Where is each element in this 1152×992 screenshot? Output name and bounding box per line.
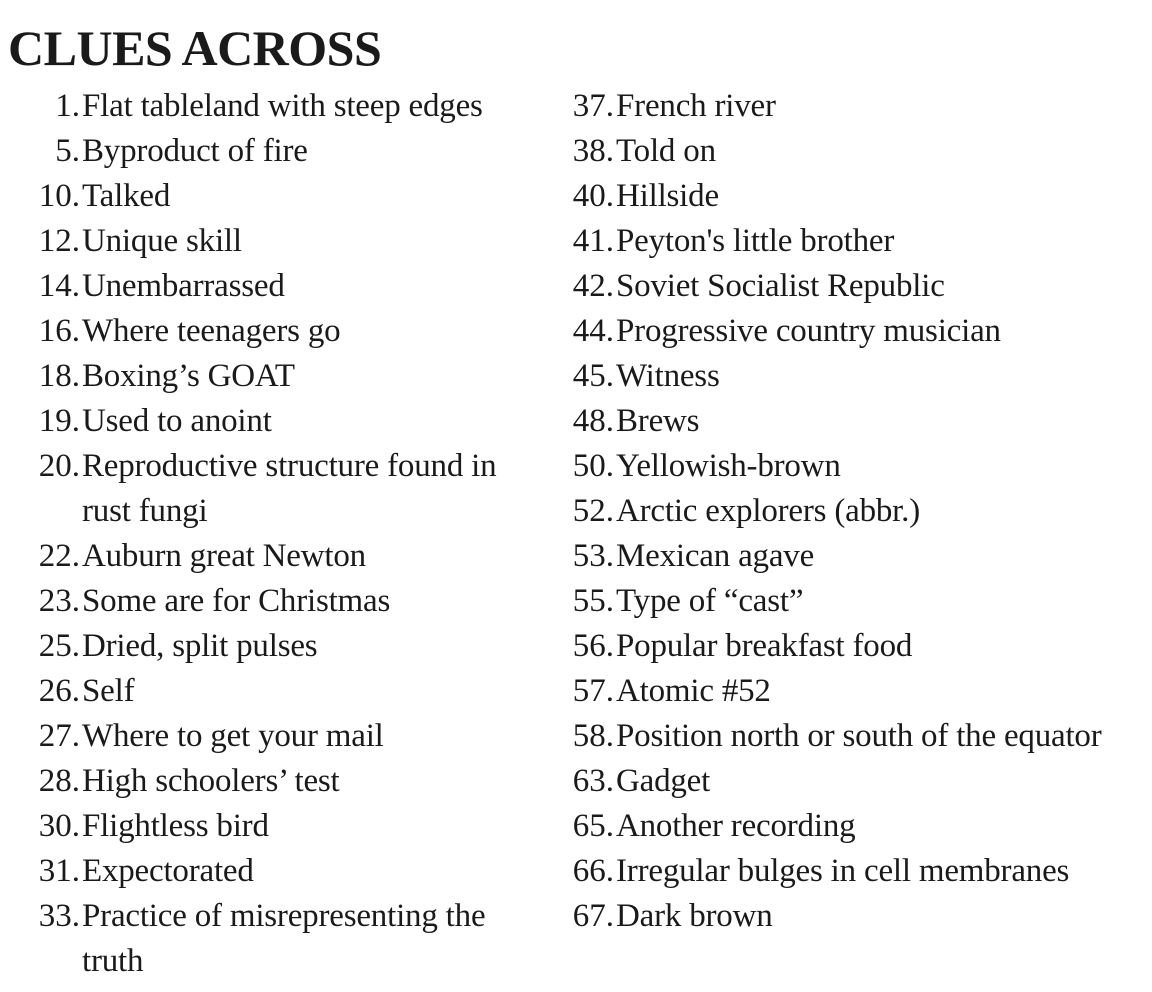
clue-number: 65.: [572, 808, 614, 844]
clue-26: [24, 669, 544, 714]
clue-number: 31.: [38, 853, 80, 889]
clue-text: Where to get your mail: [82, 718, 384, 754]
clue-44: [560, 309, 1152, 354]
clue-text: Mexican agave: [616, 538, 815, 574]
clue-50: [560, 444, 1152, 489]
clue-42: [560, 264, 1152, 309]
clue-number: 44.: [572, 313, 614, 349]
clue-66: [560, 849, 1152, 894]
clues-right-column: [560, 84, 1152, 939]
clue-27: [24, 714, 544, 759]
clue-text: Byproduct of fire: [82, 133, 308, 169]
page-title: CLUES ACROSS: [8, 20, 382, 76]
clue-number: 22.: [38, 538, 80, 574]
clue-10: [24, 174, 544, 219]
clue-number: 28.: [38, 763, 80, 799]
clue-number: 56.: [572, 628, 614, 664]
clue-text: Talked: [82, 178, 171, 214]
clue-19: [24, 399, 544, 444]
clue-text: Expectorated: [82, 853, 254, 889]
clue-text: Used to anoint: [82, 403, 272, 439]
clue-text: Dark brown: [616, 898, 773, 934]
clue-number: 23.: [38, 583, 80, 619]
clue-number: 52.: [572, 493, 614, 529]
clue-63: [560, 759, 1152, 804]
clue-text: Flightless bird: [82, 808, 269, 844]
clue-text: Yellowish-brown: [616, 448, 841, 484]
clue-12: [24, 219, 544, 264]
clue-5: [24, 129, 544, 174]
clue-text: French river: [616, 88, 776, 124]
clue-number: 45.: [572, 358, 614, 394]
clue-25: [24, 624, 544, 669]
clue-number: 1.: [55, 88, 80, 124]
clue-text: Dried, split pulses: [82, 628, 318, 664]
clue-text: Soviet Socialist Republic: [616, 268, 945, 304]
clue-number: 63.: [572, 763, 614, 799]
clue-20: [24, 444, 544, 534]
clue-text: Atomic #52: [616, 673, 771, 709]
clue-33: [24, 894, 544, 984]
clue-number: 48.: [572, 403, 614, 439]
clue-number: 58.: [572, 718, 614, 754]
clue-52: [560, 489, 1152, 534]
clue-28: [24, 759, 544, 804]
clue-text: Hillside: [616, 178, 719, 214]
clue-text: Flat tableland with steep edges: [82, 88, 483, 124]
clue-text: Irregular bulges in cell membranes: [616, 853, 1070, 889]
clue-number: 16.: [38, 313, 80, 349]
clue-41: [560, 219, 1152, 264]
clue-number: 66.: [572, 853, 614, 889]
clue-text: Witness: [616, 358, 720, 394]
clue-number: 19.: [38, 403, 80, 439]
clue-text: Position north or south of the equator: [616, 718, 1102, 754]
clue-number: 57.: [572, 673, 614, 709]
clue-number: 41.: [572, 223, 614, 259]
clue-text: Told on: [616, 133, 716, 169]
clue-number: 53.: [572, 538, 614, 574]
clue-text: Reproductive structure found in rust fungi: [82, 448, 497, 529]
clue-number: 67.: [572, 898, 614, 934]
clues-left-column: [24, 84, 544, 984]
clue-number: 10.: [38, 178, 80, 214]
clue-number: 25.: [38, 628, 80, 664]
clue-number: 38.: [572, 133, 614, 169]
clue-text: Type of “cast”: [616, 583, 804, 619]
clue-58: [560, 714, 1152, 759]
clue-text: High schoolers’ test: [82, 763, 340, 799]
clue-number: 12.: [38, 223, 80, 259]
clue-text: Auburn great Newton: [82, 538, 366, 574]
clue-text: Practice of misrepresenting the truth: [82, 898, 486, 979]
clue-45: [560, 354, 1152, 399]
clue-53: [560, 534, 1152, 579]
clue-text: Where teenagers go: [82, 313, 341, 349]
clue-number: 14.: [38, 268, 80, 304]
clue-text: Unembarrassed: [82, 268, 285, 304]
clue-38: [560, 129, 1152, 174]
clue-text: Progressive country musician: [616, 313, 1001, 349]
clue-text: Gadget: [616, 763, 711, 799]
clue-number: 37.: [572, 88, 614, 124]
clue-text: Arctic explorers (abbr.): [616, 493, 920, 529]
clue-text: Brews: [616, 403, 700, 439]
clue-number: 30.: [38, 808, 80, 844]
clue-56: [560, 624, 1152, 669]
clue-number: 27.: [38, 718, 80, 754]
clue-22: [24, 534, 544, 579]
clue-number: 40.: [572, 178, 614, 214]
clue-text: Some are for Christmas: [82, 583, 391, 619]
clue-number: 5.: [55, 133, 80, 169]
clue-14: [24, 264, 544, 309]
clue-text: Peyton's little brother: [616, 223, 895, 259]
clue-number: 55.: [572, 583, 614, 619]
clue-16: [24, 309, 544, 354]
clue-text: Self: [82, 673, 135, 709]
clue-40: [560, 174, 1152, 219]
clue-30: [24, 804, 544, 849]
clue-number: 20.: [38, 448, 80, 484]
clue-number: 33.: [38, 898, 80, 934]
clue-18: [24, 354, 544, 399]
clue-text: Unique skill: [82, 223, 242, 259]
clue-37: [560, 84, 1152, 129]
clue-number: 50.: [572, 448, 614, 484]
clue-55: [560, 579, 1152, 624]
clue-48: [560, 399, 1152, 444]
clue-1: [24, 84, 544, 129]
clue-text: Another recording: [616, 808, 856, 844]
clue-text: Boxing’s GOAT: [82, 358, 295, 394]
clue-23: [24, 579, 544, 624]
clue-67: [560, 894, 1152, 939]
clue-65: [560, 804, 1152, 849]
clue-57: [560, 669, 1152, 714]
clue-number: 18.: [38, 358, 80, 394]
clue-number: 42.: [572, 268, 614, 304]
clue-31: [24, 849, 544, 894]
clue-text: Popular breakfast food: [616, 628, 913, 664]
clue-number: 26.: [38, 673, 80, 709]
